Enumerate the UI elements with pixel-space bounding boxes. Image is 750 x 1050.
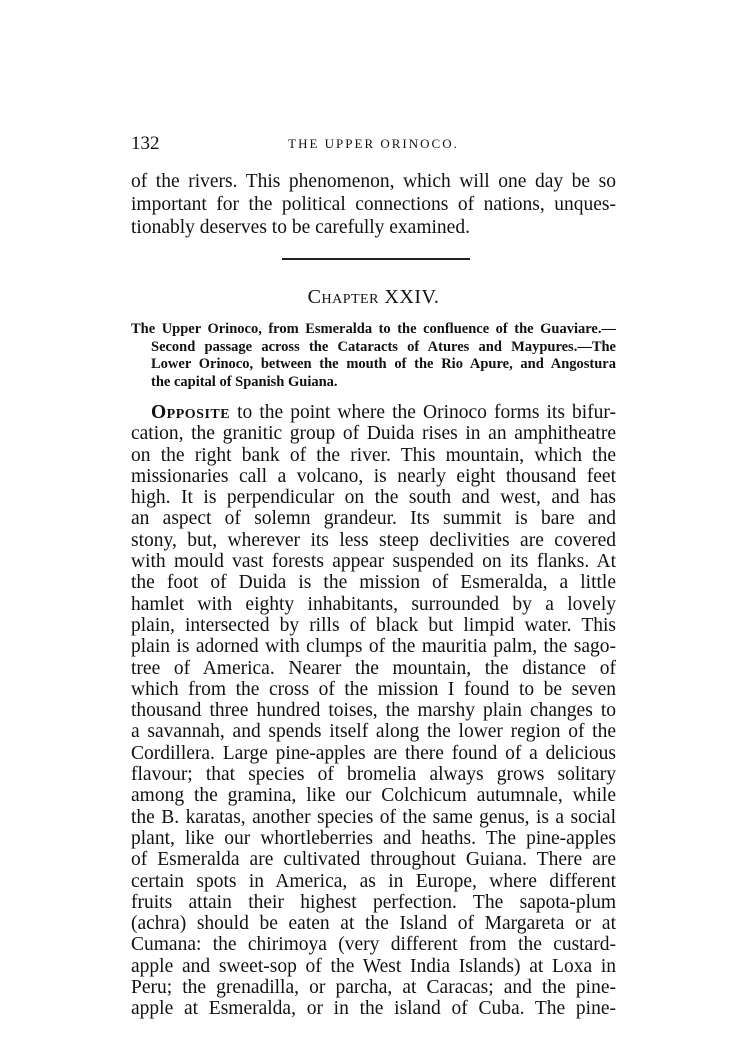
- text-line: the B. karatas, another species of the same genus, is a social: [131, 806, 616, 828]
- opening-word: Opposite: [151, 402, 231, 423]
- text-line: fruits attain their highest perfection. The sapota-plum: [131, 891, 616, 913]
- text-line: of Esmeralda are cultivated throughout Guiana. There are: [131, 849, 616, 871]
- text-line: cation, the granitic group of Duida rises in an amphitheatre: [131, 423, 616, 445]
- text-line: a savannah, and spends itself along the lower region of the: [131, 721, 616, 743]
- text-line: Cumana: the chirimoya (very different from the custard-: [131, 934, 616, 956]
- text-line-rest: to the point where the Orinoco forms its bifur-: [230, 402, 616, 423]
- text-line: certain spots in America, as in Europe, where different: [131, 870, 616, 892]
- text-line: plain, intersected by rills of black but limpid water. This: [131, 614, 616, 636]
- text-line: of the rivers. This phenomenon, which will one day be so: [131, 171, 616, 192]
- continuation-paragraph: [131, 170, 616, 239]
- text-line: Cordillera. Large pine-apples are there found of a delicious: [131, 742, 616, 764]
- summary-line: the capital of Spanish Guiana.: [151, 373, 338, 390]
- section-divider: [282, 258, 470, 260]
- summary-line: Lower Orinoco, between the mouth of the Rio Apure, and Angostura: [151, 356, 616, 372]
- chapter-title: Chapter XXIV.: [307, 286, 440, 308]
- text-line: flavour; that species of bromelia always grows solitary: [131, 764, 616, 786]
- summary-line: Second passage across the Cataracts of Atures and Maypures.—The: [151, 338, 616, 355]
- text-line: apple and sweet-sop of the West India Islands) at Loxa in: [131, 955, 616, 977]
- text-line: apple at Esmeralda, or in the island of Cuba. The pine-: [131, 998, 616, 1020]
- text-line: plain is adorned with clumps of the mauritia palm, the sago-: [131, 636, 616, 658]
- text-line: thousand three hundred toises, the marshy plain changes to: [131, 700, 616, 722]
- text-line: important for the political connections of nations, unques-: [131, 194, 616, 215]
- text-line: tionably deserves to be carefully examined.: [131, 217, 470, 238]
- text-line: stony, but, wherever its less steep declivities are covered: [131, 529, 616, 551]
- text-line: (achra) should be eaten at the Island of Margareta or at: [131, 913, 616, 935]
- text-line: with mould vast forests appear suspended on its flanks. At: [131, 551, 616, 573]
- text-line: on the right bank of the river. This mountain, which the: [131, 444, 616, 466]
- text-line: an aspect of solemn grandeur. Its summit is bare and: [131, 508, 616, 530]
- summary-line: The Upper Orinoco, from Esmeralda to the confluence of the Guaviare.—: [131, 321, 616, 337]
- text-line: hamlet with eighty inhabitants, surrounded by a lovely: [131, 593, 616, 615]
- text-line: [131, 402, 616, 423]
- text-line: tree of America. Nearer the mountain, the distance of: [131, 657, 616, 679]
- text-line: missionaries call a volcano, is nearly eight thousand feet: [131, 465, 616, 487]
- text-line: which from the cross of the mission I found to be seven: [131, 678, 616, 700]
- body-paragraph: [131, 402, 616, 1020]
- text-line: plant, like our whortleberries and heaths. The pine-apples: [131, 827, 616, 849]
- page-header: [131, 133, 616, 155]
- running-head: THE UPPER ORINOCO.: [288, 136, 459, 151]
- text-line: among the gramina, like our Colchicum autumnale, while: [131, 785, 616, 807]
- text-line: high. It is perpendicular on the south and west, and has: [131, 487, 616, 509]
- page-number: 132: [131, 133, 160, 154]
- text-line: Peru; the grenadilla, or parcha, at Caracas; and the pine-: [131, 977, 616, 999]
- chapter-summary: [131, 321, 616, 391]
- text-line: the foot of Duida is the mission of Esmeralda, a little: [131, 572, 616, 594]
